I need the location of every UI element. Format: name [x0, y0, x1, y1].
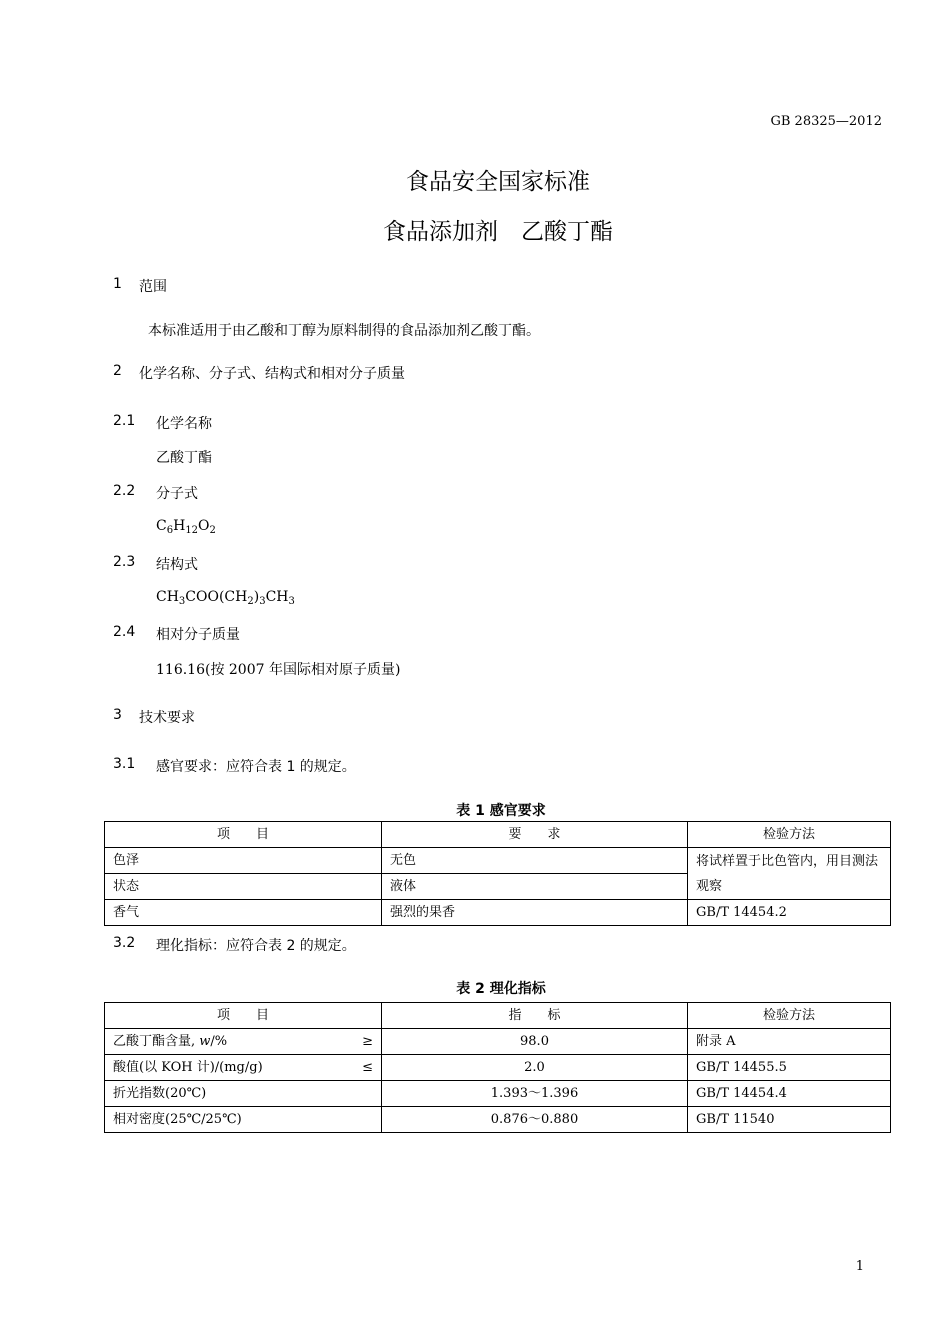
section-3-2-title: 理化指标：应符合表 2 的规定。	[156, 938, 356, 954]
table-cell: 98.0	[382, 1029, 688, 1055]
section-2-3-number: 2.3	[113, 554, 136, 570]
table-cell: 状态	[105, 874, 382, 900]
header-cell: 指 标	[382, 1003, 688, 1029]
table-cell: 乙酸丁酯含量, w/% ≥	[105, 1029, 382, 1055]
section-2-1-number: 2.1	[113, 413, 136, 429]
table-cell: 1.393～1.396	[382, 1081, 688, 1107]
section-2-title: 化学名称、分子式、结构式和相对分子质量	[139, 366, 405, 382]
section-2-3-title: 结构式	[156, 557, 198, 573]
section-2-2-title: 分子式	[156, 486, 198, 502]
table-cell: 相对密度(25℃/25℃)	[105, 1107, 382, 1133]
table-cell: 折光指数(20℃)	[105, 1081, 382, 1107]
table-cell: GB/T 11540	[688, 1107, 891, 1133]
section-1-text: 本标准适用于由乙酸和丁醇为原料制得的食品添加剂乙酸丁酯。	[148, 323, 540, 339]
table-cell: 无色	[382, 848, 688, 874]
table-cell: 强烈的果香	[382, 900, 688, 926]
structural-formula: $CH_3COO(CH_2)_3CH_3$	[156, 589, 295, 607]
table-2-caption: 表 2 理化指标	[456, 981, 546, 997]
section-2-2-number: 2.2	[113, 483, 136, 499]
table-cell: 香气	[105, 900, 382, 926]
header-cell: 项 目	[105, 822, 382, 848]
table-row	[105, 848, 891, 874]
page-number: 1	[855, 1259, 864, 1274]
table-row	[105, 1029, 891, 1055]
section-3-number: 3	[113, 707, 122, 723]
section-3-1-title: 感官要求：应符合表 1 的规定。	[156, 759, 356, 775]
header-cell: 检验方法	[688, 822, 891, 848]
table-cell: 附录 A	[688, 1029, 891, 1055]
standard-number: GB 28325—2012	[770, 114, 882, 129]
section-2-4-number: 2.4	[113, 624, 136, 640]
table-cell: GB/T 14454.4	[688, 1081, 891, 1107]
section-3-1-number: 3.1	[113, 756, 136, 772]
table-cell: GB/T 14455.5	[688, 1055, 891, 1081]
section-3-title: 技术要求	[139, 710, 195, 726]
section-1-number: 1	[113, 276, 122, 292]
table-cell: 酸值(以 KOH 计)/(mg/g) ≤	[105, 1055, 382, 1081]
molecular-formula: $C_6H_{12}O_2$	[156, 518, 216, 536]
table-row	[105, 1055, 891, 1081]
section-2-4-title: 相对分子质量	[156, 627, 240, 643]
table-row	[105, 900, 891, 926]
molecular-mass: 116.16(按 2007 年国际相对原子质量)	[156, 662, 401, 678]
title-line1: 食品安全国家标准	[406, 169, 590, 195]
title-line2: 食品添加剂 乙酸丁酯	[383, 219, 613, 245]
table-header-row	[105, 822, 891, 848]
table-cell: 0.876～0.880	[382, 1107, 688, 1133]
section-3-2-number: 3.2	[113, 935, 136, 951]
chemical-name: 乙酸丁酯	[156, 450, 212, 466]
section-1-title: 范围	[139, 279, 167, 295]
section-2-1-title: 化学名称	[156, 416, 212, 432]
table-1-caption: 表 1 感官要求	[456, 803, 546, 819]
table-row	[105, 1081, 891, 1107]
header-cell: 要 求	[382, 822, 688, 848]
section-2-number: 2	[113, 363, 122, 379]
table-1-sensory	[104, 821, 891, 926]
table-2-physicochemical	[104, 1002, 891, 1133]
table-cell: GB/T 14454.2	[688, 900, 891, 926]
table-header-row	[105, 1003, 891, 1029]
table-cell: 将试样置于比色管内，用目测法观察	[688, 848, 891, 900]
table-row	[105, 1107, 891, 1133]
header-cell: 检验方法	[688, 1003, 891, 1029]
table-cell: 2.0	[382, 1055, 688, 1081]
table-cell: 色泽	[105, 848, 382, 874]
header-cell: 项 目	[105, 1003, 382, 1029]
table-cell: 液体	[382, 874, 688, 900]
